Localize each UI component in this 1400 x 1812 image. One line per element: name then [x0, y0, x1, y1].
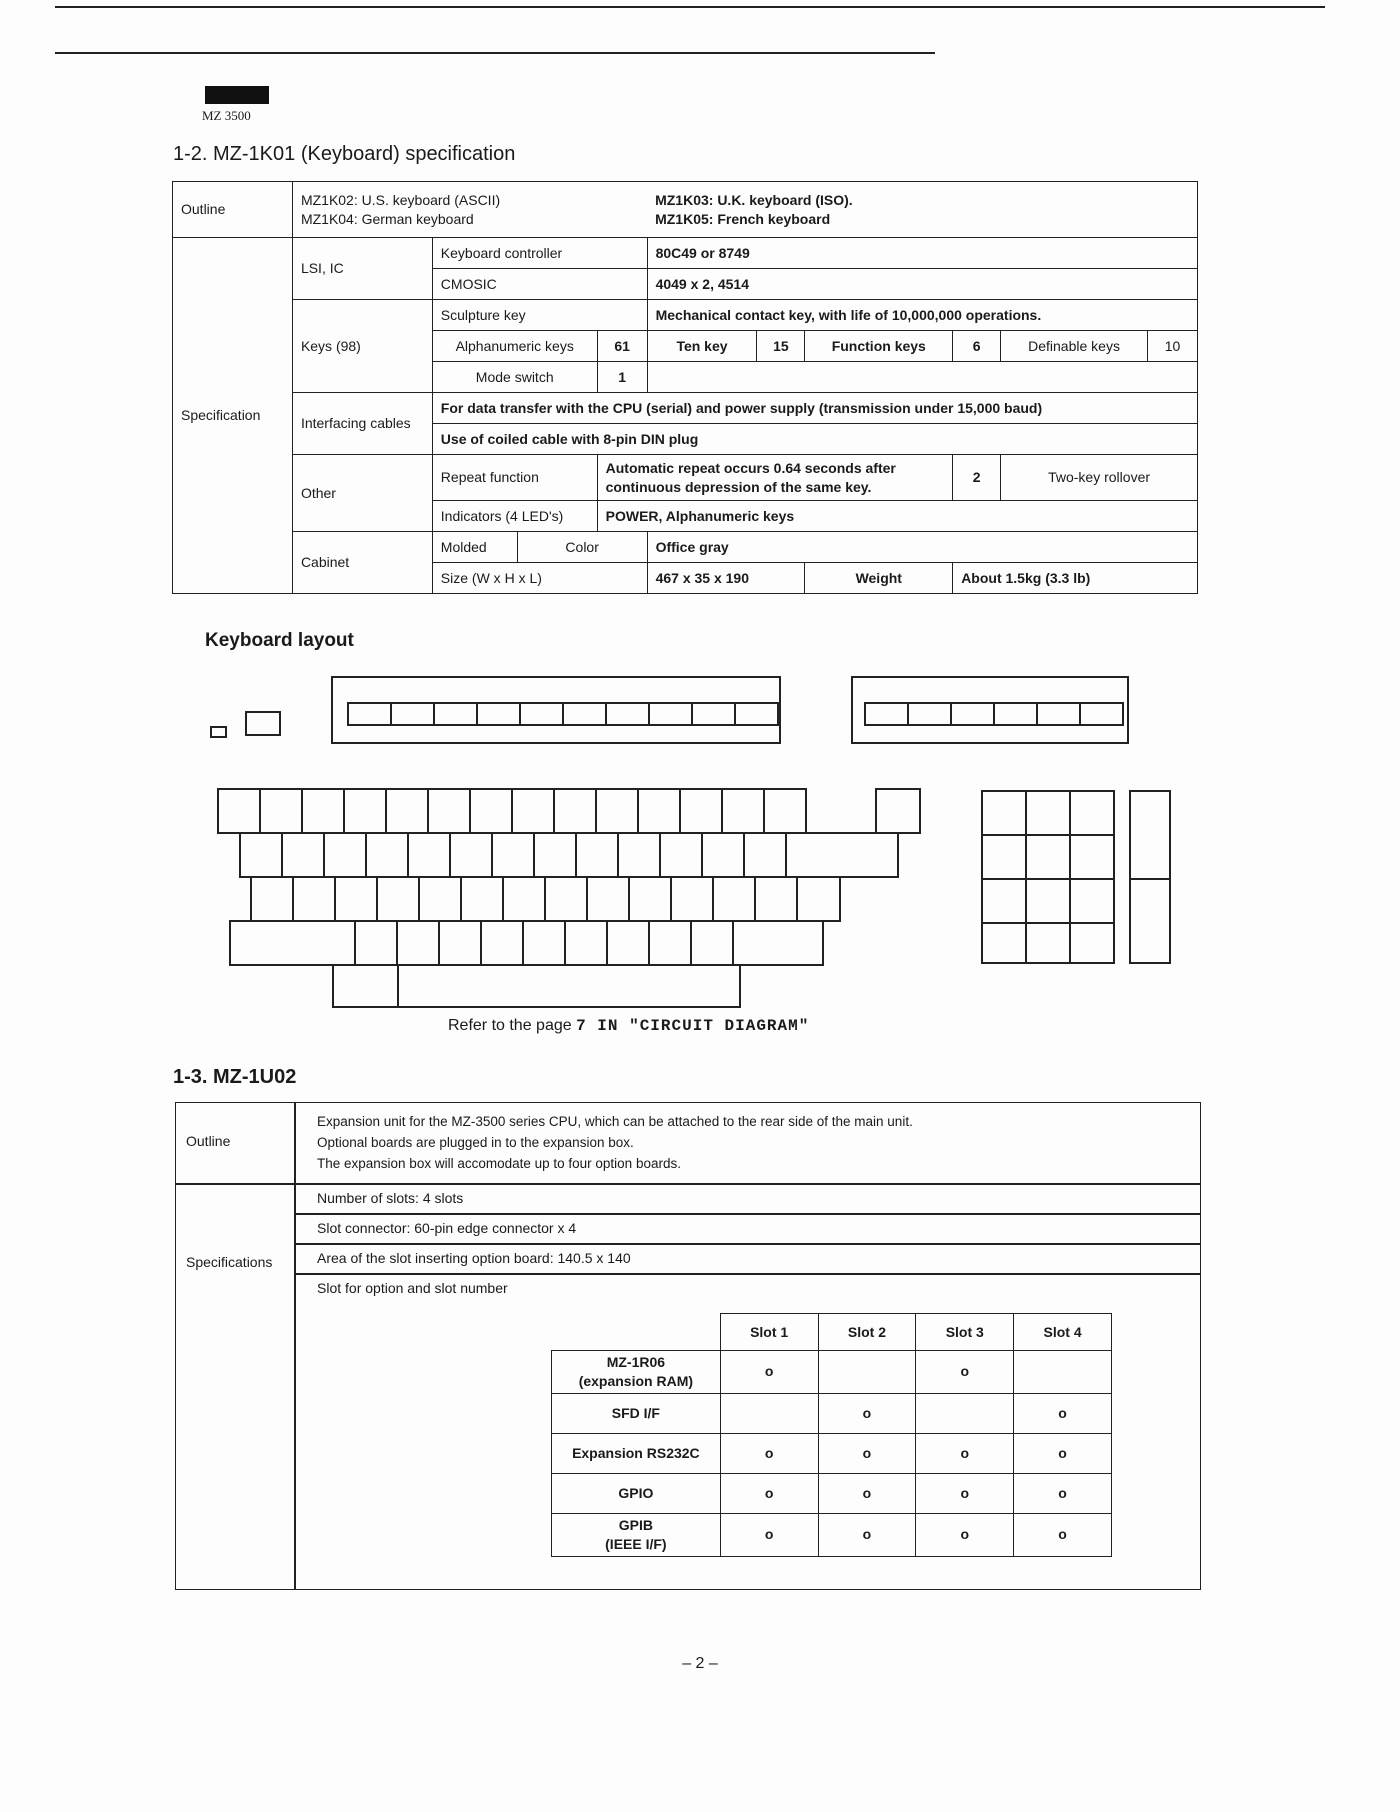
- ten-key: [982, 791, 1026, 835]
- function-key: [434, 703, 477, 725]
- ten-key: [1026, 835, 1070, 879]
- main-key: [576, 833, 618, 877]
- keyboard-layout-title: Keyboard layout: [205, 630, 354, 651]
- side-key: [1130, 879, 1170, 963]
- expansion-outline-line-1: Expansion unit for the MZ-3500 series CPU, which can be attached to the rear side of the main unit.: [317, 1114, 913, 1129]
- refer-text: Refer to the page: [448, 1017, 572, 1034]
- main-key: [607, 921, 649, 965]
- slot-matrix: [551, 1313, 1112, 1557]
- funckeys-count: 6: [953, 331, 1001, 362]
- slot-cell: o: [1014, 1513, 1112, 1556]
- alnum-count: 61: [597, 331, 647, 362]
- main-key: [545, 877, 587, 921]
- main-key: [503, 877, 545, 921]
- funckeys-label: Function keys: [805, 331, 953, 362]
- function-key: [606, 703, 649, 725]
- main-key: [649, 921, 691, 965]
- main-key: [565, 921, 607, 965]
- main-key: [722, 789, 764, 833]
- side-key: [1130, 791, 1170, 879]
- keys-label: Keys (98): [292, 300, 432, 393]
- sculpture-value: Mechanical contact key, with life of 10,000,000 operations.: [647, 300, 1197, 331]
- main-key: [355, 921, 397, 965]
- slot-cell: [916, 1393, 1014, 1433]
- repeat-label: Repeat function: [432, 455, 597, 501]
- header-model: MZ 3500: [202, 108, 251, 123]
- ctrl-key: [333, 965, 398, 1007]
- cabinet-label: Cabinet: [292, 532, 432, 594]
- main-key: [744, 833, 786, 877]
- slot-cell: o: [720, 1473, 818, 1513]
- main-key: [691, 921, 733, 965]
- main-key: [461, 877, 503, 921]
- slot-header: Slot 4: [1014, 1314, 1112, 1351]
- color-label: Color: [517, 532, 647, 563]
- size-value: 467 x 35 x 190: [647, 563, 805, 594]
- section-1-3-title: 1-3. MZ-1U02: [173, 1066, 297, 1088]
- main-key: [638, 789, 680, 833]
- main-key: [251, 877, 293, 921]
- main-key: [450, 833, 492, 877]
- slot-cell: [1014, 1351, 1112, 1394]
- function-key: [563, 703, 606, 725]
- main-key: [713, 877, 755, 921]
- main-key: [302, 789, 344, 833]
- main-key: [386, 789, 428, 833]
- main-key-wide: [876, 789, 920, 833]
- main-key: [764, 789, 806, 833]
- alnum-label: Alphanumeric keys: [432, 331, 597, 362]
- slot-cell: o: [1014, 1473, 1112, 1513]
- function-key: [348, 703, 391, 725]
- expansion-spec-label: Specifications: [186, 1254, 273, 1270]
- function-key: [477, 703, 520, 725]
- function-key: [391, 703, 434, 725]
- kb-controller-value: 80C49 or 8749: [647, 238, 1197, 269]
- other-label: Other: [292, 455, 432, 532]
- main-key: [439, 921, 481, 965]
- slot-cell: o: [916, 1351, 1014, 1394]
- main-key: [587, 877, 629, 921]
- rollover-count: 2: [953, 455, 1001, 501]
- page-number: – 2 –: [682, 1655, 718, 1672]
- main-key: [534, 833, 576, 877]
- slot-header: Slot 2: [818, 1314, 916, 1351]
- indicators-value: POWER, Alphanumeric keys: [597, 501, 1197, 532]
- slot-row-name: GPIB (IEEE I/F): [552, 1513, 721, 1556]
- repeat-value: Automatic repeat occurs 0.64 seconds after continuous depression of the same key.: [597, 455, 953, 501]
- main-key: [671, 877, 713, 921]
- defkeys-label: Definable keys: [1001, 331, 1148, 362]
- tenkey-label: Ten key: [647, 331, 757, 362]
- mode-switch-label: Mode switch: [432, 362, 597, 393]
- interfacing-line-1: For data transfer with the CPU (serial) and power supply (transmission under 15,000 baud): [432, 393, 1197, 424]
- refer-target: 7 IN "CIRCUIT DIAGRAM": [576, 1017, 810, 1035]
- tenkey-count: 15: [757, 331, 805, 362]
- main-key: [512, 789, 554, 833]
- main-key: [324, 833, 366, 877]
- slot-cell: [720, 1393, 818, 1433]
- ten-key: [982, 879, 1026, 923]
- slot-header: Slot 3: [916, 1314, 1014, 1351]
- slot-cell: o: [818, 1473, 916, 1513]
- main-key: [377, 877, 419, 921]
- ten-key: [1026, 879, 1070, 923]
- function-key: [1037, 703, 1080, 725]
- outline-line-4: MZ1K05: French keyboard: [655, 210, 831, 227]
- ten-key: [982, 835, 1026, 879]
- function-key: [649, 703, 692, 725]
- main-key: [492, 833, 534, 877]
- main-key: [680, 789, 722, 833]
- outline-line-2: MZ1K04: German keyboard: [300, 210, 474, 227]
- main-key: [618, 833, 660, 877]
- slot-row-name: GPIO: [552, 1473, 721, 1513]
- slot-cell: o: [720, 1433, 818, 1473]
- slot-cell: o: [818, 1433, 916, 1473]
- return-key: [786, 833, 898, 877]
- rollover-label: Two-key rollover: [1001, 455, 1198, 501]
- function-key: [908, 703, 951, 725]
- defkeys-count: 10: [1147, 331, 1197, 362]
- space-bar: [398, 965, 740, 1007]
- main-key: [408, 833, 450, 877]
- color-value: Office gray: [647, 532, 1197, 563]
- main-key: [702, 833, 744, 877]
- slot-row-name: Expansion RS232C: [552, 1433, 721, 1473]
- main-key: [554, 789, 596, 833]
- kb-controller-label: Keyboard controller: [432, 238, 647, 269]
- function-key: [735, 703, 778, 725]
- main-key: [397, 921, 439, 965]
- molded-label: Molded: [432, 532, 517, 563]
- slot-cell: [818, 1351, 916, 1394]
- function-key-frame-left: [332, 677, 780, 743]
- function-key: [1080, 703, 1123, 725]
- main-key: [335, 877, 377, 921]
- slot-cell: o: [1014, 1393, 1112, 1433]
- shift-key-right: [733, 921, 823, 965]
- slot-cell: o: [720, 1513, 818, 1556]
- slot-cell: o: [720, 1351, 818, 1394]
- shift-key-left: [230, 921, 355, 965]
- main-key: [481, 921, 523, 965]
- expansion-outline-line-2: Optional boards are plugged in to the expansion box.: [317, 1135, 634, 1150]
- slot-header: Slot 1: [720, 1314, 818, 1351]
- main-key: [366, 833, 408, 877]
- slot-for-label: Slot for option and slot number: [317, 1280, 508, 1296]
- refer-note: [448, 1017, 809, 1035]
- cmosic-label: CMOSIC: [432, 269, 647, 300]
- function-key: [865, 703, 908, 725]
- main-key: [282, 833, 324, 877]
- main-key: [755, 877, 797, 921]
- function-key: [692, 703, 735, 725]
- size-label: Size (W x H x L): [432, 563, 647, 594]
- slot-cell: o: [916, 1433, 1014, 1473]
- main-key: [660, 833, 702, 877]
- slot-area: Area of the slot inserting option board: 140.5 x 140: [317, 1250, 631, 1266]
- ten-key: [1070, 835, 1114, 879]
- function-key-frame-right: [852, 677, 1128, 743]
- indicators-label: Indicators (4 LED's): [432, 501, 597, 532]
- ten-key: [1070, 879, 1114, 923]
- outline-label: Outline: [173, 182, 293, 238]
- outline-line-3: MZ1K03: U.K. keyboard (ISO).: [655, 191, 853, 208]
- slot-cell: o: [818, 1513, 916, 1556]
- slot-cell: o: [916, 1473, 1014, 1513]
- main-key: [293, 877, 335, 921]
- main-key: [596, 789, 638, 833]
- slot-row-name: SFD I/F: [552, 1393, 721, 1433]
- main-key: [260, 789, 302, 833]
- expansion-table: [175, 1102, 1201, 1590]
- ten-key: [1026, 791, 1070, 835]
- interfacing-label: Interfacing cables: [292, 393, 432, 455]
- specification-label: Specification: [173, 238, 293, 594]
- function-key: [994, 703, 1037, 725]
- slot-count: Number of slots: 4 slots: [317, 1190, 464, 1206]
- main-key: [240, 833, 282, 877]
- slot-connector: Slot connector: 60-pin edge connector x 4: [317, 1220, 577, 1236]
- main-key: [797, 877, 840, 921]
- expansion-outline-label: Outline: [186, 1133, 231, 1149]
- slot-cell: o: [916, 1513, 1014, 1556]
- main-key: [419, 877, 461, 921]
- cmosic-value: 4049 x 2, 4514: [647, 269, 1197, 300]
- interfacing-line-2: Use of coiled cable with 8-pin DIN plug: [432, 424, 1197, 455]
- main-key: [470, 789, 512, 833]
- ten-key: [982, 923, 1026, 963]
- mode-switch-count: 1: [597, 362, 647, 393]
- slot-cell: o: [1014, 1433, 1112, 1473]
- section-1-2-title: 1-2. MZ-1K01 (Keyboard) specification: [173, 143, 516, 165]
- main-key: [523, 921, 565, 965]
- main-key: [344, 789, 386, 833]
- weight-label: Weight: [805, 563, 953, 594]
- expansion-outline-line-3: The expansion box will accomodate up to four option boards.: [317, 1156, 681, 1171]
- mode-switch: [246, 712, 280, 735]
- ten-key: [1070, 923, 1114, 963]
- function-key: [520, 703, 563, 725]
- sculpture-label: Sculpture key: [432, 300, 647, 331]
- weight-value: About 1.5kg (3.3 lb): [953, 563, 1198, 594]
- slot-cell: o: [818, 1393, 916, 1433]
- main-key: [629, 877, 671, 921]
- outline-line-1: MZ1K02: U.S. keyboard (ASCII): [300, 191, 501, 208]
- main-key: [218, 789, 260, 833]
- function-key: [951, 703, 994, 725]
- ten-key: [1070, 791, 1114, 835]
- ten-key: [1026, 923, 1070, 963]
- main-key: [428, 789, 470, 833]
- lsi-label: LSI, IC: [292, 238, 432, 300]
- slot-row-name: MZ-1R06 (expansion RAM): [552, 1351, 721, 1394]
- led-indicator: [211, 727, 226, 737]
